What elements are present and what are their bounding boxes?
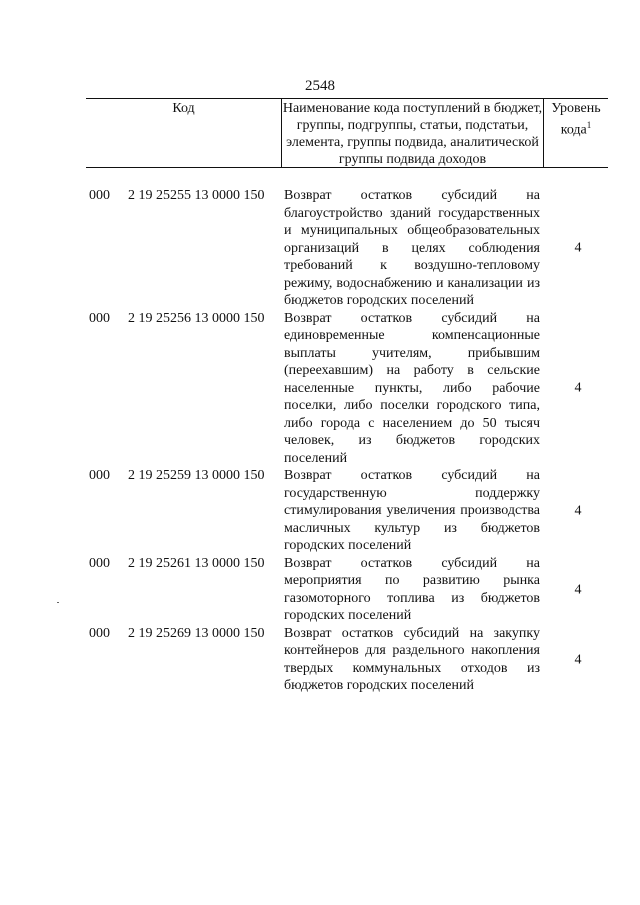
- row-code: 2 19 25259 13 0000 150: [128, 468, 265, 483]
- row-level: 4: [574, 240, 582, 256]
- header-level-footnote: 1: [586, 120, 592, 130]
- row-name: Возврат остатков субсидий на государственную поддержку стимулирования увеличения производства масличных культур из бюджетов городских поселений: [284, 468, 540, 553]
- row-code: 2 19 25256 13 0000 150: [128, 310, 265, 326]
- header-name-label: Наименование кода поступлений в бюджет, группы, подгруппы, статьи, подстатьи, элемента, группы подвида, аналитической группы подвида доходов: [282, 101, 543, 167]
- row-prefix: 000: [89, 188, 110, 203]
- header-top-border: [86, 98, 608, 99]
- header-code-cell: [86, 100, 281, 117]
- row-level: 4: [574, 380, 582, 396]
- row-name: Возврат остатков субсидий на мероприятия по развитию рынка газомоторного топлива из бюджетов городских поселений: [284, 555, 540, 623]
- row-level: 4: [574, 581, 582, 597]
- row-code: 2 19 25255 13 0000 150: [128, 188, 265, 203]
- page-number: 2548: [305, 78, 335, 94]
- row-code: 2 19 25261 13 0000 150: [128, 555, 265, 571]
- table-row: [0, 467, 640, 555]
- row-name: Возврат остатков субсидий на благоустройство зданий государственных и муниципальных общеобразовательных организаций в целях соблюдения требований к воздушно-тепловому режиму, водоснабжению и канализации из бюджетов городских поселений: [284, 188, 540, 308]
- scan-speck: [57, 602, 59, 603]
- row-code: 2 19 25269 13 0000 150: [128, 625, 265, 641]
- table-row: [0, 187, 640, 310]
- row-level: 4: [574, 651, 582, 667]
- header-code-label: Код: [172, 101, 195, 116]
- row-prefix: 000: [89, 625, 110, 641]
- header-name-cell: [282, 100, 543, 168]
- row-name: Возврат остатков субсидий на единовременные компенсационные выплаты учителям, прибывшим (переехавшим) на работу в сельские населенные пункты, либо рабочие поселки, либо поселки городского типа, либо города с населением до 50 тысяч человек, из бюджетов городских поселений: [284, 310, 540, 466]
- header-level-cell: [544, 100, 608, 139]
- table-row: [0, 310, 640, 468]
- row-prefix: 000: [89, 468, 110, 483]
- table-body: [0, 187, 640, 695]
- table-row: [0, 555, 640, 625]
- table-row: [0, 625, 640, 695]
- row-prefix: 000: [89, 310, 110, 326]
- table-header: [86, 98, 608, 168]
- header-level-label: Уровень кода: [551, 101, 601, 138]
- row-level: 4: [574, 503, 582, 518]
- row-prefix: 000: [89, 555, 110, 571]
- row-name: Возврат остатков субсидий на закупку контейнеров для раздельного накопления твердых коммунальных отходов из бюджетов городских поселений: [284, 625, 540, 693]
